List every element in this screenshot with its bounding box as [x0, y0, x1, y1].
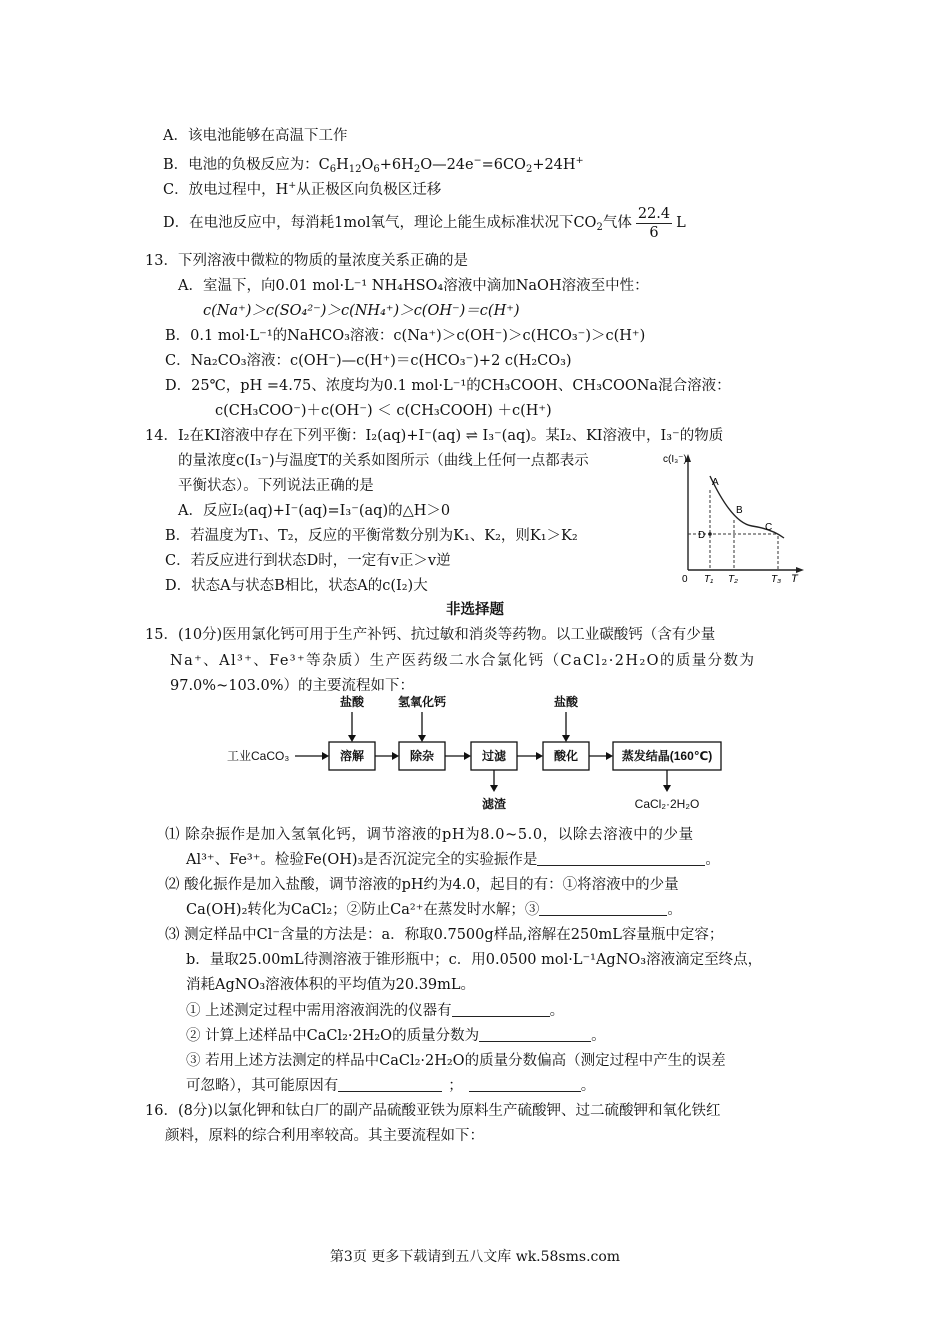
answer-blank-4[interactable] [479, 1026, 591, 1042]
q13-option-d: D．25℃，pH =4.75、浓度均为0.1 mol·L⁻¹的CH₃COOH、CH₃COONa混合溶液： [165, 378, 731, 394]
section-title: 非选择题 [446, 601, 504, 618]
flow-step-filter-label: 过滤 [481, 749, 507, 763]
q16-stem-line2: 颜料，原料的综合利用率较高。其主要流程如下： [165, 1128, 484, 1144]
equilibrium-curve [710, 476, 784, 538]
q15-process-flowchart [225, 692, 730, 817]
q13-option-a-relation: c(Na⁺)＞c(SO₄²⁻)＞c(NH₄⁺)＞c(OH⁻)＝c(H⁺) [203, 303, 520, 319]
q15-part3-line1: ⑶ 测定样品中Cl⁻含量的方法是：a．称取0.7500g样品,溶解在250mL容量瓶中定容； [165, 927, 724, 943]
q14-equilibrium-graph [662, 448, 812, 588]
q12-option-c: C．放电过程中，H+从正极区向负极区迁移 [163, 180, 442, 198]
page-footer: 第3页 更多下载请到五八文库 wk.58sms.com [329, 1249, 621, 1265]
q15-part1-line1: ⑴ 除杂振作是加入氢氧化钙，调节溶液的pH为8.0~5.0，以除去溶液中的少量 [165, 827, 694, 843]
q13-option-c: C．Na₂CO₃溶液：c(OH⁻)—c(H⁺)＝c(HCO₃⁻)+2 c(H₂CO₃) [165, 353, 572, 369]
q13-stem: 13．下列溶液中微粒的物质的量浓度关系正确的是 [145, 253, 468, 269]
q14-option-a: A．反应I₂(aq)+I⁻(aq)=I₃⁻(aq)的△H＞0 [178, 503, 451, 519]
flow-step-evaporate-label: 蒸发结晶(160℃) [621, 749, 713, 763]
q15-part2-line1: ⑵ 酸化振作是加入盐酸，调节溶液的pH约为4.0，起目的有：①将溶液中的少量 [165, 877, 679, 893]
point-a-label: A [712, 477, 719, 488]
q15-part3-line3: 消耗AgNO₃溶液体积的平均值为20.39mL。 [186, 977, 476, 993]
q15-stem-line3: 97.0%~103.0%）的主要流程如下： [170, 678, 414, 694]
q14-stem-line1: 14．I₂在KI溶液中存在下列平衡：I₂(aq)+I⁻(aq) ⇌ I₃⁻(aq)。某I₂、KI溶液中，I₃⁻的物质 [145, 428, 724, 444]
point-c-label: C [765, 522, 773, 533]
q15-sub3-line2: 可忽略），其可能原因有 ； 。 [186, 1078, 596, 1094]
flow-reagent-hcl-2: 盐酸 [553, 695, 579, 709]
q15-sub1: ① 上述测定过程中需用溶液润洗的仪器有 。 [186, 1003, 565, 1019]
point-d-marker [708, 532, 712, 536]
q13-option-b: B．0.1 mol·L⁻¹的NaHCO₃溶液：c(Na⁺)＞c(OH⁻)＞c(HCO₃⁻)＞c(H⁺) [165, 328, 646, 344]
q12-option-a: A．该电池能够在高温下工作 [163, 128, 348, 144]
t2-label: T₂ [728, 574, 738, 585]
q16-stem-line1: 16．(8分)以氯化钾和钛白厂的副产品硫酸亚铁为原料生产硫酸钾、过二硫酸钾和氧化铁红 [145, 1103, 721, 1119]
q12-option-b: B．电池的负极反应为：$C_6H_{12}O_6+6H_2O—24e^-=6CO_2+24H^+$ [163, 155, 584, 175]
answer-blank-2[interactable] [539, 900, 667, 916]
point-b-label: B [736, 505, 743, 516]
flow-product: CaCl₂·2H₂O [634, 797, 700, 811]
q15-part3-line2: b．量取25.00mL待测溶液于锥形瓶中；c．用0.0500 mol·L⁻¹AgNO₃溶液滴定至终点， [186, 952, 763, 968]
flow-reagent-hcl-1: 盐酸 [339, 695, 365, 709]
q15-sub2: ② 计算上述样品中CaCl₂·2H₂O的质量分数为 。 [186, 1028, 606, 1044]
flow-reagent-caoh2: 氢氧化钙 [397, 695, 447, 709]
flow-step-dissolve-label: 溶解 [339, 749, 365, 763]
point-d-label: D [698, 530, 706, 541]
t1-label: T₁ [704, 574, 714, 585]
q15-part2-line2: Ca(OH)₂转化为CaCl₂；②防止Ca²⁺在蒸发时水解；③ 。 [186, 902, 682, 918]
q14-stem-line3: 平衡状态）。下列说法正确的是 [178, 478, 374, 494]
flow-step-acidify-label: 酸化 [553, 749, 579, 763]
answer-blank-5[interactable] [338, 1076, 442, 1092]
x-axis-label: T [791, 573, 798, 585]
flow-input: 工业CaCO₃ [227, 749, 290, 763]
q13-option-a: A．室温下，向0.01 mol·L⁻¹ NH₄HSO₄溶液中滴加NaOH溶液至中性： [178, 278, 649, 294]
t3-label: T₃ [771, 574, 782, 585]
q15-part1-line2: Al³⁺、Fe³⁺。检验Fe(OH)₃是否沉淀完全的实验振作是 。 [186, 852, 720, 868]
q14-option-b: B．若温度为T₁、T₂，反应的平衡常数分别为K₁、K₂，则K₁＞K₂ [165, 528, 578, 544]
q14-stem-line2: 的量浓度c(I₃⁻)与温度T的关系如图所示（曲线上任何一点都表示 [178, 453, 589, 469]
origin-label: 0 [682, 574, 688, 585]
answer-blank-6[interactable] [469, 1076, 581, 1092]
q15-sub3-line1: ③ 若用上述方法测定的样品中CaCl₂·2H₂O的质量分数偏高（测定过程中产生的误差 [186, 1053, 726, 1069]
y-axis-label: c(I₃⁻) [663, 454, 687, 465]
answer-blank-1[interactable] [537, 850, 705, 866]
q12-option-d: D．在电池反应中，每消耗1mol氧气，理论上能生成标准状况下$CO_2$气体 $\frac{22.4}{6}$ L [163, 205, 686, 241]
flow-byproduct: 滤渣 [481, 797, 507, 811]
q15-stem-line1: 15．(10分)医用氯化钙可用于生产补钙、抗过敏和消炎等药物。以工业碳酸钙（含有少量 [145, 627, 716, 643]
q15-stem-line2: Na⁺、Al³⁺、Fe³⁺等杂质）生产医药级二水合氯化钙（CaCl₂·2H₂O的质量分数为 [170, 653, 756, 669]
q14-option-c: C．若反应进行到状态D时，一定有v正＞v逆 [165, 553, 451, 569]
q14-option-d: D．状态A与状态B相比，状态A的c(I₂)大 [165, 578, 428, 594]
answer-blank-3[interactable] [452, 1001, 550, 1017]
q13-option-d-relation: c(CH₃COO⁻)＋c(OH⁻) ＜ c(CH₃COOH) ＋c(H⁺) [215, 403, 552, 419]
fraction: $\frac{22.4}{6}$ [637, 205, 671, 241]
flow-step-remove-impurity-label: 除杂 [409, 749, 435, 763]
